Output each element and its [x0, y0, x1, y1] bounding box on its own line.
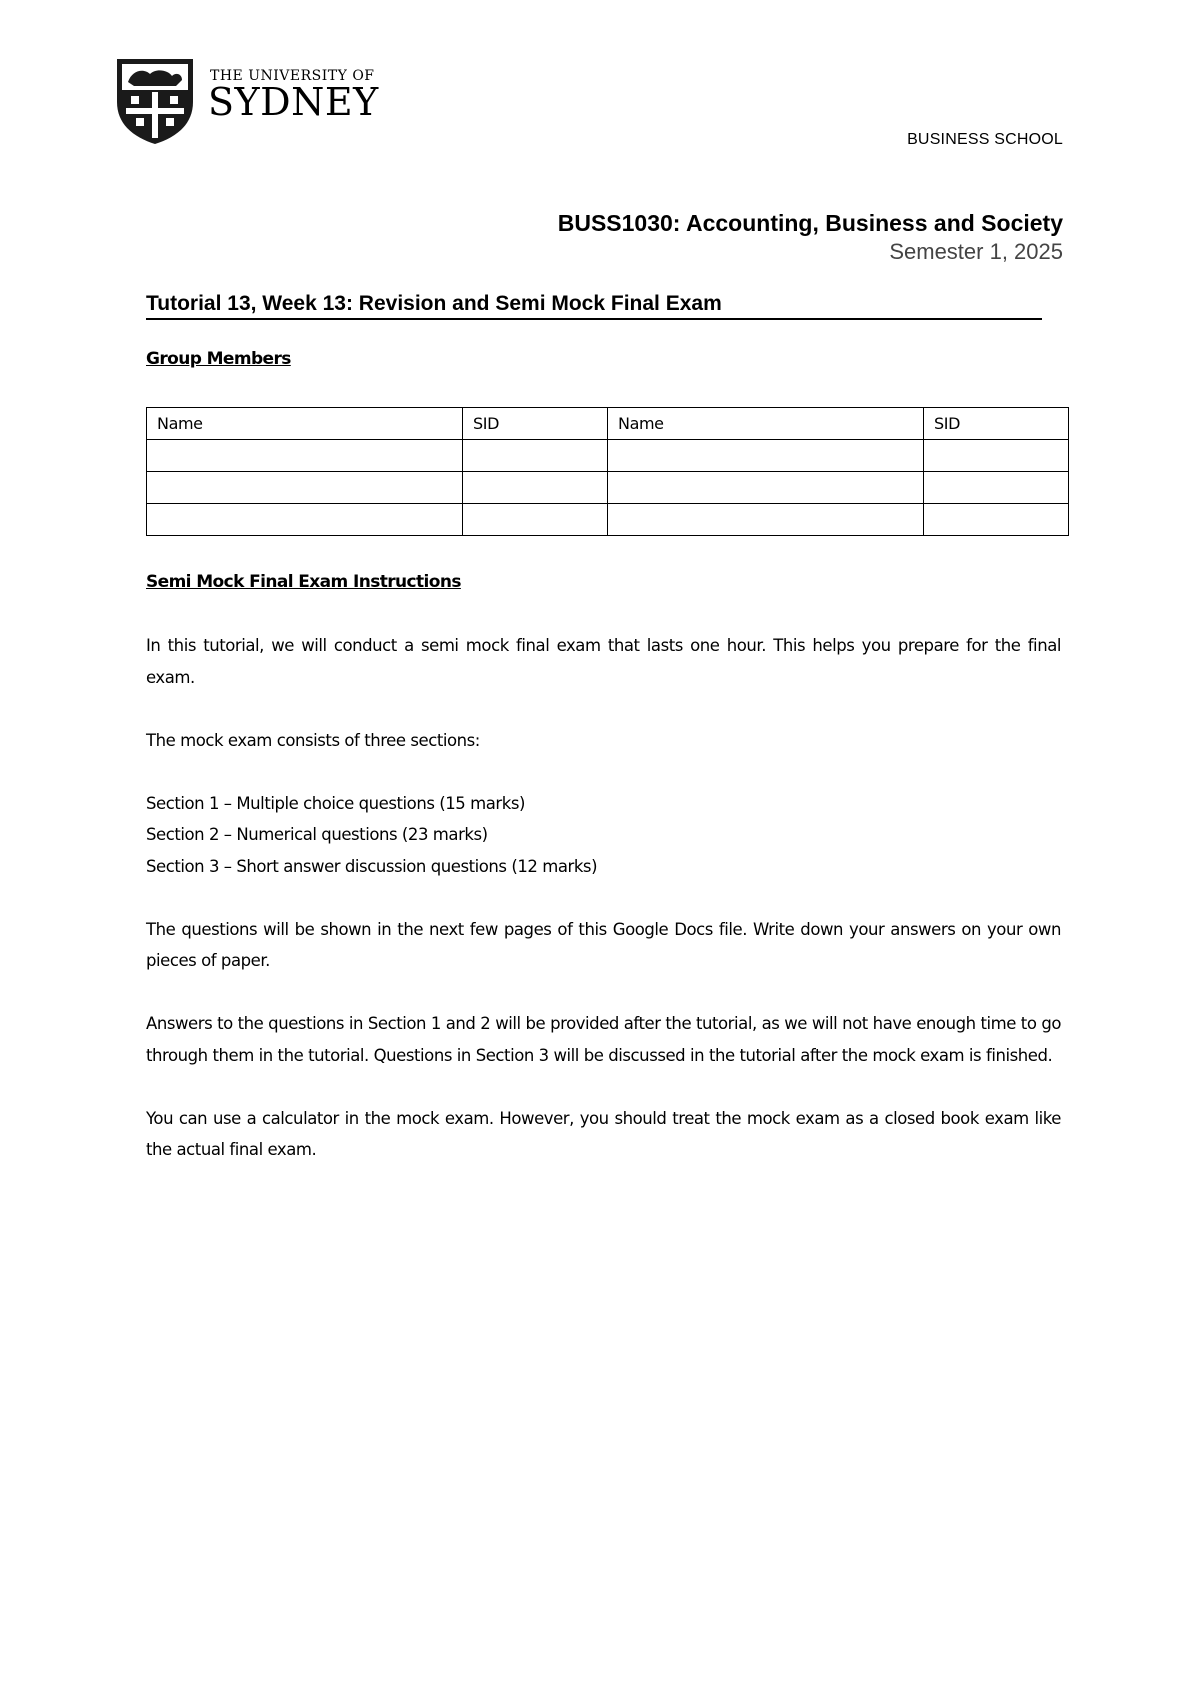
- sid-cell[interactable]: [463, 440, 608, 472]
- sid-cell[interactable]: [924, 472, 1069, 504]
- semester: Semester 1, 2025: [889, 239, 1063, 264]
- column-header-name: Name: [608, 408, 924, 440]
- sections-intro: The mock exam consists of three sections:: [146, 730, 480, 750]
- sid-cell[interactable]: [924, 440, 1069, 472]
- section-item: Section 1 – Multiple choice questions (15 marks): [146, 793, 526, 813]
- sid-cell[interactable]: [924, 504, 1069, 536]
- name-cell[interactable]: [147, 472, 463, 504]
- column-header-sid: SID: [463, 408, 608, 440]
- questions-note: The questions will be shown in the next few pages of this Google Docs file. Write down your answers on your own pieces of paper.: [146, 919, 1061, 970]
- name-cell[interactable]: [608, 504, 924, 536]
- logo-text-line1: THE UNIVERSITY OF: [210, 68, 375, 84]
- university-logo: [114, 56, 379, 146]
- name-cell[interactable]: [147, 504, 463, 536]
- school-name: BUSINESS SCHOOL: [907, 131, 1063, 148]
- table-header-row: [147, 408, 1069, 440]
- intro-paragraph: In this tutorial, we will conduct a semi mock final exam that lasts one hour. This helps you prepare for the final exam.: [146, 636, 1061, 687]
- university-crest-icon: [114, 56, 196, 146]
- group-members-table: [146, 407, 1069, 536]
- logo-text-line2: SYDNEY: [208, 80, 379, 124]
- column-header-name: Name: [147, 408, 463, 440]
- answers-note: Answers to the questions in Section 1 and 2 will be provided after the tutorial, as we will not have enough time to go through them in the tutorial. Questions in Section 3 will be discussed in the tutorial after the mock exam is finished.: [146, 1014, 1061, 1065]
- section-item: Section 3 – Short answer discussion questions (12 marks): [146, 856, 598, 876]
- group-members-heading: Group Members: [146, 349, 291, 369]
- table-row: [147, 472, 1069, 504]
- instructions-body: [146, 630, 1061, 1197]
- name-cell[interactable]: [147, 440, 463, 472]
- name-cell[interactable]: [608, 472, 924, 504]
- name-cell[interactable]: [608, 440, 924, 472]
- table-row: [147, 504, 1069, 536]
- table-row: [147, 440, 1069, 472]
- column-header-sid: SID: [924, 408, 1069, 440]
- tutorial-title: Tutorial 13, Week 13: Revision and Semi Mock Final Exam: [146, 292, 1042, 320]
- course-title: BUSS1030: Accounting, Business and Society: [557, 210, 1063, 236]
- calculator-note: You can use a calculator in the mock exam. However, you should treat the mock exam as a closed book exam like the actual final exam.: [146, 1108, 1061, 1159]
- section-item: Section 2 – Numerical questions (23 marks): [146, 825, 488, 844]
- sid-cell[interactable]: [463, 472, 608, 504]
- sections-list: [146, 788, 1061, 883]
- instructions-heading: Semi Mock Final Exam Instructions: [146, 572, 461, 592]
- sid-cell[interactable]: [463, 504, 608, 536]
